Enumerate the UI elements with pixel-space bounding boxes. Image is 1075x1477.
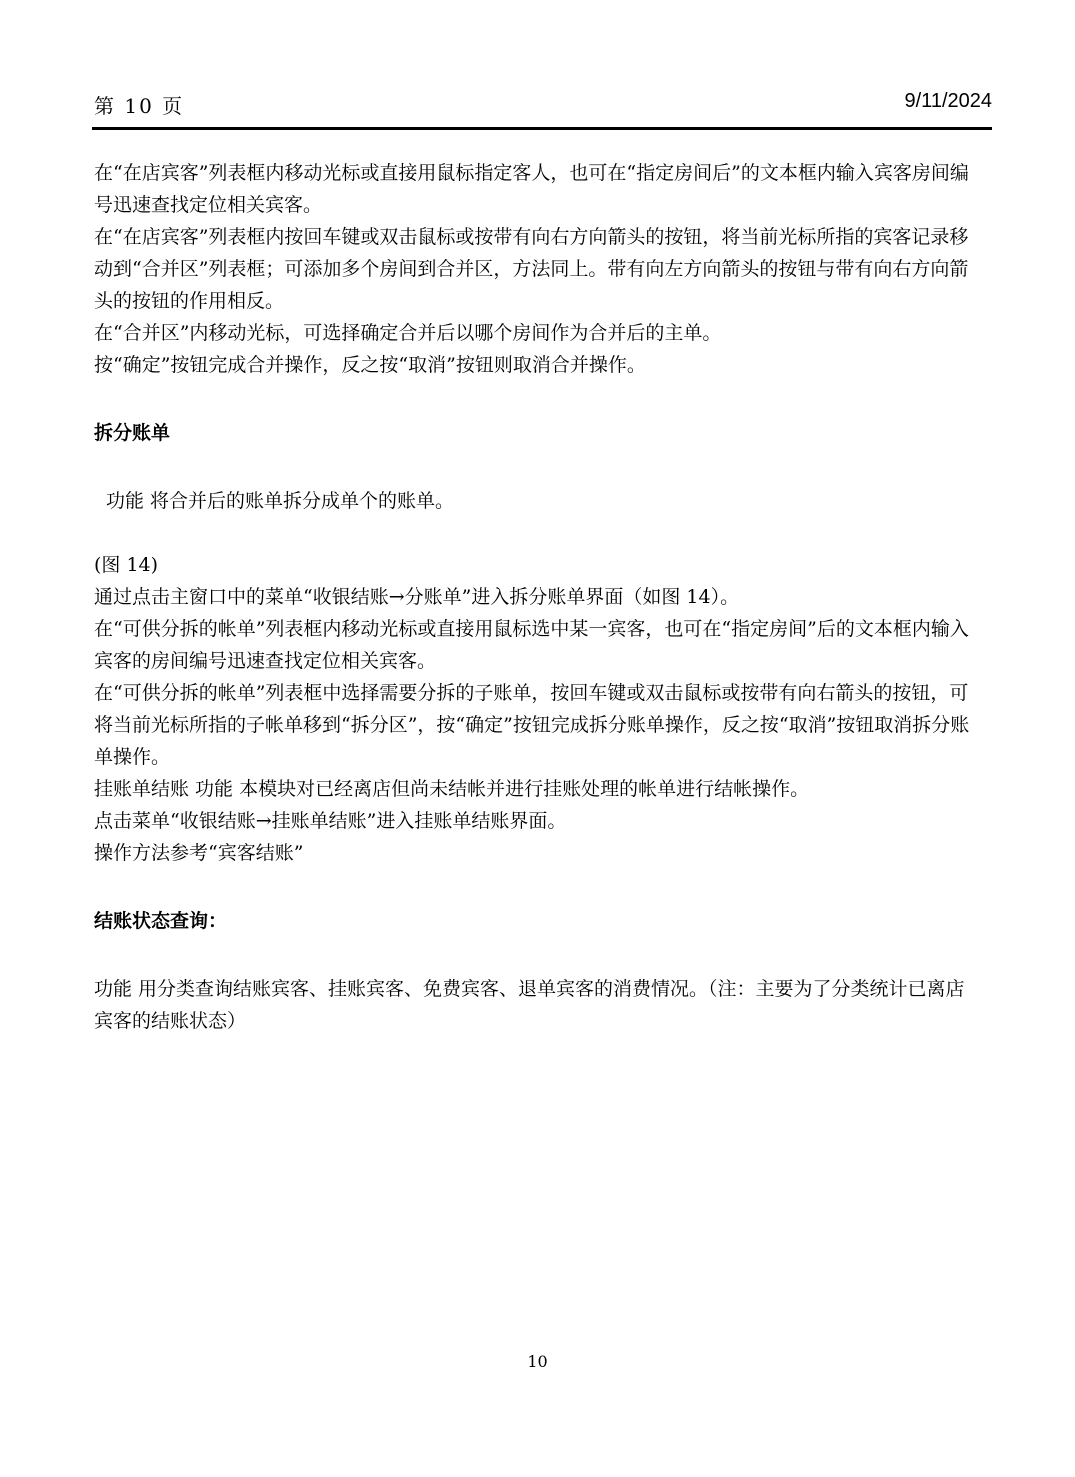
section-heading-checkout-status: 结账状态查询： bbox=[94, 910, 228, 932]
paragraph: 在“可供分拆的帐单”列表框中选择需要分拆的子账单，按回车键或双击鼠标或按带有向右箭头的按钮，可将当前光标所指的子帐单移到“拆分区”，按“确定”按钮完成拆分账单操作，反之按“取消”按钮取消拆分账单操作。 bbox=[94, 682, 970, 768]
paragraph: 操作方法参考“宾客结账” bbox=[94, 842, 304, 864]
section-heading-split-bill: 拆分账单 bbox=[94, 422, 171, 444]
paragraph: 在“合并区”内移动光标，可选择确定合并后以哪个房间作为合并后的主单。 bbox=[94, 322, 722, 344]
spacer bbox=[94, 869, 980, 905]
paragraph: 在“可供分拆的帐单”列表框内移动光标或直接用鼠标选中某一宾客，也可在“指定房间”后的文本框内输入宾客的房间编号迅速查找定位相关宾客。 bbox=[94, 618, 969, 672]
spacer bbox=[94, 381, 980, 417]
figure-reference: (图 14) bbox=[94, 554, 159, 576]
paragraph: 按“确定”按钮完成合并操作，反之按“取消”按钮则取消合并操作。 bbox=[94, 354, 646, 376]
paragraph: 挂账单结账 功能 本模块对已经离店但尚未结帐并进行挂账处理的帐单进行结帐操作。 bbox=[94, 778, 810, 800]
page-header bbox=[94, 88, 992, 124]
page-label: 第 10 页 bbox=[94, 94, 185, 118]
function-description: 功能 将合并后的账单拆分成单个的账单。 bbox=[106, 490, 455, 512]
header-date: 9/11/2024 bbox=[904, 90, 992, 112]
page-number: 10 bbox=[527, 1352, 548, 1371]
document-body bbox=[94, 157, 980, 1037]
header-divider bbox=[92, 127, 992, 130]
function-description: 功能 用分类查询结账宾客、挂账宾客、免费宾客、退单宾客的消费情况。（注：主要为了分类统计已离店宾客的结账状态） bbox=[94, 978, 965, 1032]
spacer bbox=[94, 937, 980, 973]
paragraph: 在“在店宾客”列表框内移动光标或直接用鼠标指定客人，也可在“指定房间后”的文本框内输入宾客房间编号迅速查找定位相关宾客。 bbox=[94, 162, 969, 216]
paragraph: 在“在店宾客”列表框内按回车键或双击鼠标或按带有向右方向箭头的按钮，将当前光标所指的宾客记录移动到“合并区”列表框；可添加多个房间到合并区，方法同上。带有向左方向箭头的按钮与带有向右方向箭头的按钮的作用相反。 bbox=[94, 226, 969, 312]
spacer bbox=[94, 449, 980, 485]
paragraph: 点击菜单“收银结账→挂账单结账”进入挂账单结账界面。 bbox=[94, 810, 567, 832]
spacer bbox=[94, 517, 980, 549]
paragraph: 通过点击主窗口中的菜单“收银结账→分账单”进入拆分账单界面（如图 14）。 bbox=[94, 586, 740, 608]
